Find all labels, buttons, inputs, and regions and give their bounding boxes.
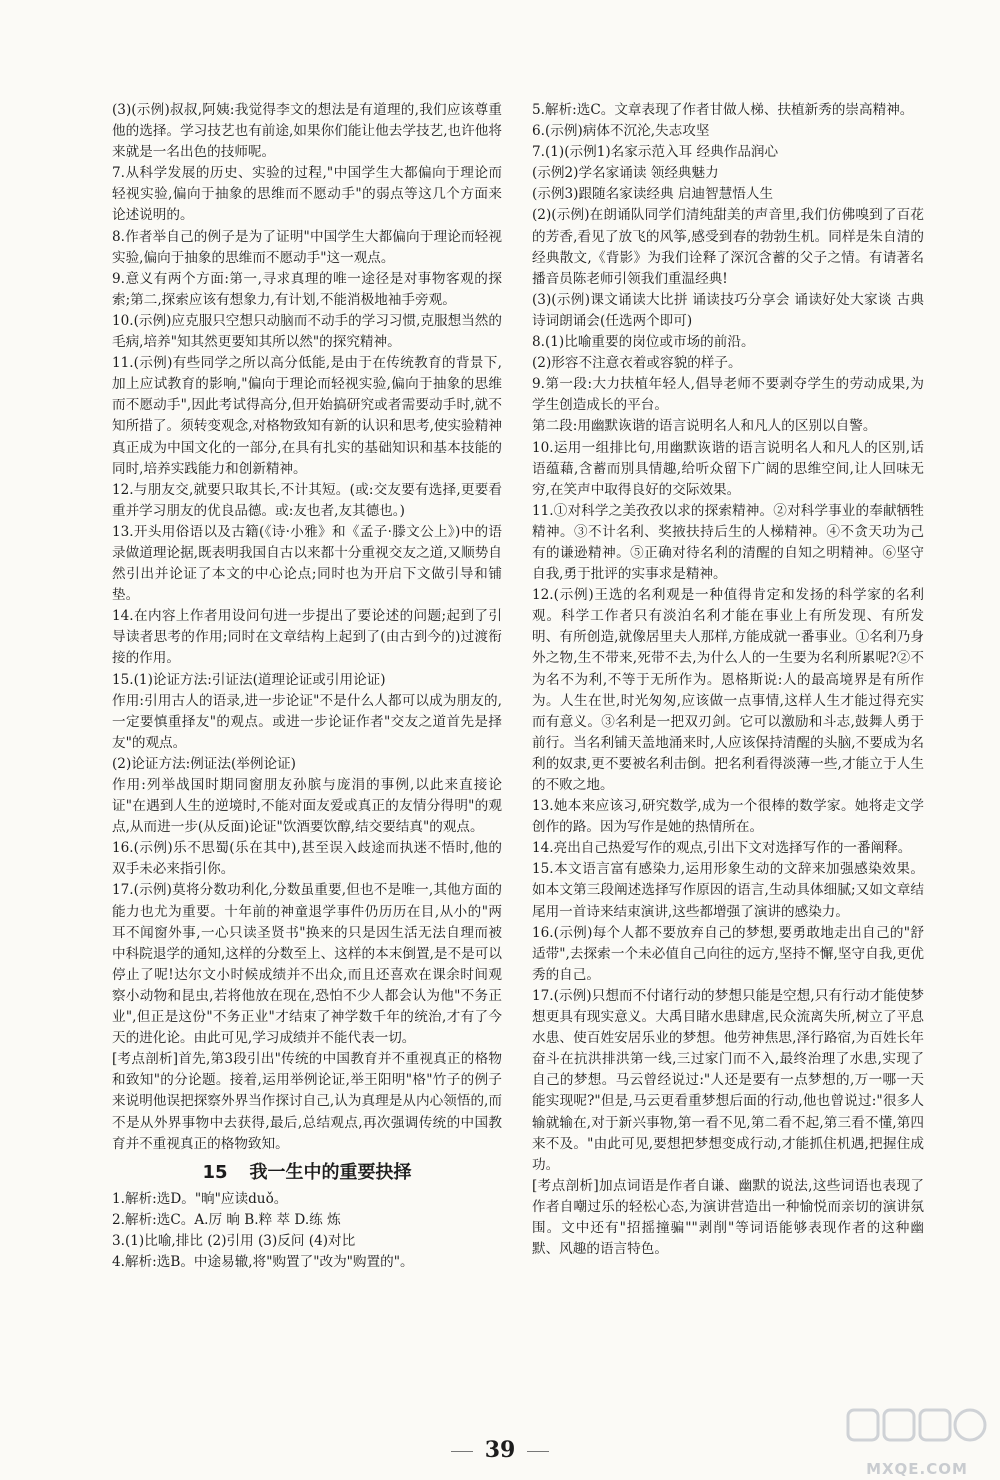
answer-paragraph: (3)(示例)叔叔,阿姨:我觉得李文的想法是有道理的,我们应该尊重他的选择。学习技艺也有前途,如果你们能让他去学技艺,也许他将来就是一名出色的技师呢。 <box>112 102 502 161</box>
analysis-paragraph: [考点剖析]首先,第3段引出"传统的中国教育并不重视真正的格物和致知"的分论题。接着,运用举例论证,举王阳明"格"竹子的例子来说明他误把探察外界当作探讨自己,认为真理是从内心领悟的,而不是从外界事物中去获得,最后,总结观点,再次强调传统的中国教育并不重视真正的格物致知。 <box>112 1051 502 1152</box>
answer-paragraph: 12.与朋友交,就要只取其长,不计其短。(或:交友要有选择,更要看重并学习朋友的优良品德。或:友也者,友其德也。) <box>112 481 502 519</box>
answer-paragraph: 第二段:用幽默诙谐的语言说明名人和凡人的区别以自警。 <box>532 418 877 435</box>
answer-paragraph: 6.(示例)病体不沉沦,失志攻坚 <box>532 123 710 140</box>
answer-paragraph: 11.(示例)有些同学之所以高分低能,是由于在传统教育的背景下,加上应试教育的影响,"偏向于理论而轻视实验,偏向于抽象的思维而不愿动手",因此考试得高分,但开始搞研究或者需要动手时,就不知所措了。须转变观念,对格物致知有新的认识和思考,使实验精神真正成为中国文化的一部分,在具有扎实的基础知识和基本技能的同时,培养实践能力和创新精神。 <box>112 355 502 477</box>
answer-paragraph: 16.(示例)乐不思蜀(乐在其中),甚至误入歧途而执迷不悟时,他的双手未必来指引你。 <box>112 840 502 878</box>
answer-paragraph: 3.(1)比喻,排比 (2)引用 (3)反问 (4)对比 <box>112 1232 356 1249</box>
answer-paragraph: 作用:列举战国时期同窗朋友孙膑与庞涓的事例,以此来直接论证"在遇到人生的逆境时,不能对面友爱或真正的友情分得明"的观点,从而进一步(从反面)论证"饮酒要饮醇,结交要结真"的观点。 <box>112 777 502 836</box>
left-column <box>112 100 502 1273</box>
answer-paragraph: (示例3)跟随名家读经典 启迪智慧悟人生 <box>532 186 774 203</box>
page-number: 39 <box>0 1437 1000 1463</box>
watermark-text: MXQE.COM <box>866 1460 968 1478</box>
answer-paragraph: 13.她本来应该习,研究数学,成为一个很棒的数学家。她将走文学创作的路。因为写作是她的热情所在。 <box>532 798 924 836</box>
answer-paragraph: 7.从科学发展的历史、实验的过程,"中国学生大都偏向于理论而轻视实验,偏向于抽象的思维而不愿动手"的弱点等这几个方面来论述说明的。 <box>112 165 502 224</box>
answer-paragraph: (2)形容不注意衣着或容貌的样子。 <box>532 355 742 372</box>
answer-paragraph: 17.(示例)莫将分数功利化,分数虽重要,但也不是唯一,其他方面的能力也尤为重要。十年前的神童退学事件仍历历在目,从小的"两耳不闻窗外事,一心只读圣贤书"换来的只是因生活无法自理而被中科院退学的通知,这样的分数至上、这样的本末倒置,是不是可以停止了呢!达尔文小时候成绩并不出众,而且还喜欢在课余时间观察小动物和昆虫,若将他放在现在,恐怕不少人都会认为他"不务正业",但正是这份"不务正业"才结束了神学数千年的统治,才有了今天的进化论。由此可见,学习成绩并不能代表一切。 <box>112 882 502 1047</box>
answer-paragraph: 10.(示例)应克服只空想只动脑而不动手的学习习惯,克服想当然的毛病,培养"知其然更要知其所以然"的探究精神。 <box>112 312 502 351</box>
answer-paragraph: 11.①对科学之美孜孜以求的探索精神。②对科学事业的奉献牺牲精神。③不计名利、奖掖扶持后生的人梯精神。④不贪天功为己有的谦逊精神。⑤正确对待名利的清醒的自知之明精神。⑥坚守自我,勇于批评的实事求是精神。 <box>532 502 924 583</box>
right-column <box>532 100 924 1260</box>
answer-paragraph: 16.(示例)每个人都不要放弃自己的梦想,要勇敢地走出自己的"舒适带",去探索一个未必值自己向往的远方,坚持不懈,坚守自我,更优秀的自己。 <box>532 924 924 983</box>
answer-paragraph: 2.解析:选C。A.厉 晌 B.粹 萃 D.练 炼 <box>112 1211 341 1228</box>
answer-paragraph: 5.解析:选C。文章表现了作者甘做人梯、扶植新秀的崇高精神。 <box>532 102 914 118</box>
answer-paragraph: 17.(示例)只想而不付诸行动的梦想只能是空想,只有行动才能使梦想更具有现实意义。大禹目睹水患肆虐,民众流离失所,树立了平息水患、使百姓安居乐业的梦想。他劳神焦思,泽行路宿,为百姓长年奋斗在抗洪排洪第一线,三过家门而不入,最终治理了水患,实现了自己的梦想。马云曾经说过:"人还是要有一点梦想的,万一哪一天能实现呢?"但是,马云更看重梦想后面的行动,他也曾说过:"很多人输就输在,对于新兴事物,第一看不见,第二看不起,第三看不懂,第四来不及。"由此可见,要想把梦想变成行动,才能抓住机遇,把握住成功。 <box>532 987 924 1173</box>
answer-paragraph: 13.开头用俗语以及古籍(《诗·小雅》和《孟子·滕文公上》)中的语录做道理论据,既表明我国自古以来都十分重视交友之道,又顺势自然引出并论证了本文的中心论点;同时也为开启下文做引导和铺垫。 <box>112 523 502 604</box>
analysis-paragraph: [考点剖析]加点词语是作者自谦、幽默的说法,这些词语也表现了作者自嘲过乐的轻松心态,为演讲营造出一种愉悦而亲切的演讲氛围。文中还有"招摇撞骗""剥削"等词语能够表现作者的这种幽默、风趣的语言特色。 <box>532 1177 924 1258</box>
answer-paragraph: 9.第一段:大力扶植年轻人,倡导老师不要剥夺学生的劳动成果,为学生创造成长的平台。 <box>532 376 924 414</box>
answer-paragraph: 8.(1)比喻重要的岗位或市场的前沿。 <box>532 334 755 351</box>
answer-paragraph: 4.解析:选B。中途易辙,将"购置了"改为"购置的"。 <box>112 1253 414 1270</box>
section-number: 15 <box>202 1161 228 1183</box>
answer-paragraph: (2)论证方法:例证法(举例论证) <box>112 755 296 772</box>
section-title <box>112 1159 502 1187</box>
answer-paragraph: 1.解析:选D。"晌"应读duǒ。 <box>112 1190 288 1207</box>
answer-paragraph: 9.意义有两个方面:第一,寻求真理的唯一途径是对事物客观的探索;第二,探索应该有想象力,有计划,不能消极地袖手旁观。 <box>112 270 502 308</box>
section-heading: 我一生中的重要抉择 <box>249 1161 412 1183</box>
answer-paragraph: 8.作者举自己的例子是为了证明"中国学生大都偏向于理论而轻视实验,偏向于抽象的思维而不愿动手"这一观点。 <box>112 228 502 266</box>
answer-paragraph: (3)(示例)课文诵读大比拼 诵读技巧分享会 诵读好处大家谈 古典诗词朗诵会(任选两个即可) <box>532 291 924 329</box>
answer-paragraph: 10.运用一组排比句,用幽默诙谐的语言说明名人和凡人的区别,话语蕴藉,含蓄而別具情趣,给听众留下广阔的思维空间,让人回味无穷,在笑声中取得良好的交际效果。 <box>532 439 924 498</box>
answer-paragraph: 12.(示例)王选的名利观是一种值得肯定和发扬的科学家的名利观。科学工作者只有淡泊名利才能在事业上有所发现、有所发明、有所创造,就像居里夫人那样,方能成就一番事业。①名利乃身外之物,生不带来,死带不去,为什么人的一生要为名利所累呢?②不为名不为利,不等于无所作为。恩格斯说:人的最高境界是有所作为。人生在世,时光匆匆,应该做一点事情,这样人生才能过得充实而有意义。③名利是一把双刃剑。它可以激励和斗志,鼓舞人勇于前行。当名利铺天盖地涌来时,人应该保持清醒的头脑,不要成为名利的奴隶,更不要被名利击倒。把名利看得淡薄一些,才能立于人生的不败之地。 <box>532 587 924 793</box>
answer-paragraph: 15.本文语言富有感染力,运用形象生动的文辞来加强感染效果。如本文第三段阐述选择写作原因的语言,生动具体细腻;又如文章结尾用一首诗来结束演讲,这些都增强了演讲的感染力。 <box>532 861 924 920</box>
answer-paragraph: (2)(示例)在朗诵队同学们清纯甜美的声音里,我们仿佛嗅到了百花的芳香,看见了放飞的风筝,感受到春的勃勃生机。同样是朱自清的经典散文,《背影》为我们诠释了深沉含蓄的父子之情。有请著名播音员陈老师引领我们重温经典! <box>532 207 924 287</box>
answer-paragraph: (示例2)学名家诵读 领经典魅力 <box>532 165 719 182</box>
answer-paragraph: 15.(1)论证方法:引证法(道理论证或引用论证) <box>112 671 386 688</box>
answer-paragraph: 作用:引用古人的语录,进一步论证"不是什么人都可以成为朋友的,一定要慎重择友"的观点。或进一步论证作者"交友之道首先是择友"的观点。 <box>112 692 502 751</box>
answer-paragraph: 14.亮出自己热爱写作的观点,引出下文对选择写作的一番阐释。 <box>532 840 912 857</box>
answer-paragraph: 7.(1)(示例1)名家示范入耳 经典作品润心 <box>532 144 779 161</box>
answer-paragraph: 14.在内容上作者用设问句进一步提出了要论述的问题;起到了引导读者思考的作用;同时在文章结构上起到了(由古到今的)过渡衔接的作用。 <box>112 608 502 667</box>
